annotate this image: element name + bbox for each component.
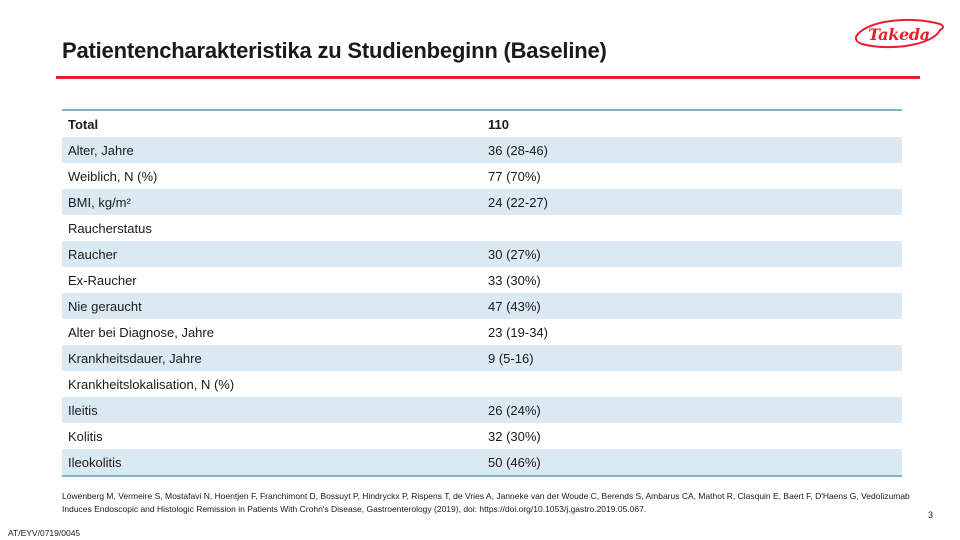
row-label: Weiblich, N (%) (68, 168, 158, 184)
row-value: 30 (27%) (488, 246, 541, 262)
row-value: 24 (22-27) (488, 194, 548, 210)
row-value: 26 (24%) (488, 402, 541, 418)
section-row (62, 371, 902, 397)
row-label: Kolitis (68, 428, 103, 444)
table-row (62, 241, 902, 267)
row-label: Ileitis (68, 402, 98, 418)
row-label: Ileokolitis (68, 454, 122, 470)
row-label: Raucher (68, 246, 118, 262)
row-label: BMI, kg/m² (68, 194, 131, 210)
document-code: AT/EYV/0719/0045 (8, 528, 81, 538)
table-row (62, 137, 902, 163)
table-row (62, 423, 902, 449)
row-label: Alter bei Diagnose, Jahre (68, 324, 214, 340)
takeda-logo (852, 14, 946, 54)
row-label: Nie geraucht (68, 298, 142, 314)
row-value: 36 (28-46) (488, 142, 548, 158)
row-label: Ex-Raucher (68, 272, 137, 288)
row-value: 50 (46%) (488, 454, 541, 470)
table-row (62, 293, 902, 319)
table-row (62, 449, 902, 475)
baseline-table (62, 109, 902, 477)
table-header-row (62, 111, 902, 137)
table-row (62, 189, 902, 215)
row-value: 33 (30%) (488, 272, 541, 288)
section-label: Raucherstatus (68, 220, 152, 236)
row-value: 47 (43%) (488, 298, 541, 314)
table-row (62, 345, 902, 371)
reference-citation: Löwenberg M, Vermeire S, Mostafavi N, Hoentjen F, Franchimont D, Bossuyt P, Hindryckx P, Rispens T, de Vries A, Janneke van der Woude C, Berends S, Ambarus CA, Mathot R, Clasquin E, Baert F, D'Haens G, Vedolizumab Induces Endoscopic and Histologic Remission in Patients With Crohn's Disease, Gastroenterology (2019), doi: https://doi.org/10.1053/j.gastro.2019.05.067. (62, 491, 910, 514)
page-number: 3 (928, 510, 934, 520)
section-label: Krankheitslokalisation, N (%) (68, 376, 235, 392)
row-value: 9 (5-16) (488, 350, 534, 366)
table-row (62, 163, 902, 189)
row-label: Total (68, 116, 99, 132)
table-row (62, 267, 902, 293)
row-value: 110 (488, 116, 509, 132)
logo-wordmark: Takeda (868, 24, 930, 44)
row-value: 77 (70%) (488, 168, 541, 184)
row-label: Krankheitsdauer, Jahre (68, 350, 202, 366)
section-row (62, 215, 902, 241)
row-label: Alter, Jahre (68, 142, 134, 158)
row-value: 32 (30%) (488, 428, 541, 444)
title-divider (56, 76, 920, 79)
table-row (62, 319, 902, 345)
slide-title: Patientencharakteristika zu Studienbeginn (Baseline) (62, 38, 607, 63)
row-value: 23 (19-34) (488, 324, 548, 340)
table-row (62, 397, 902, 423)
